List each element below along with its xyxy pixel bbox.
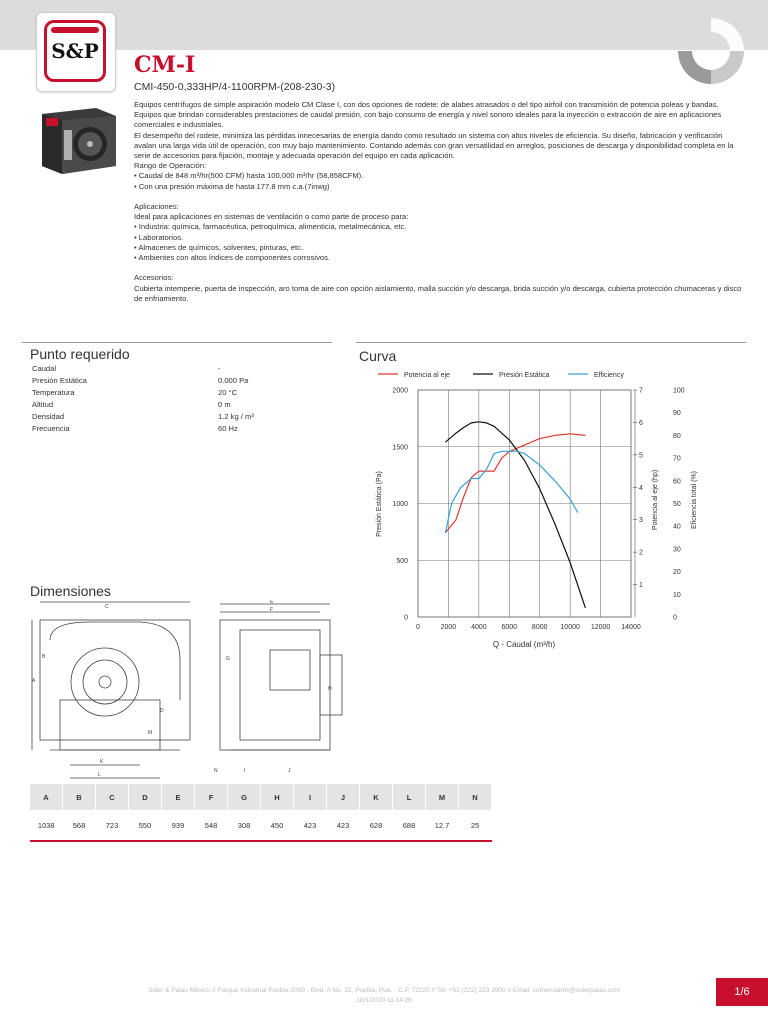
product-image: [36, 100, 122, 180]
column-header: N: [459, 784, 492, 810]
fan-curve-chart: [368, 364, 718, 659]
column-header: I: [294, 784, 327, 810]
x-tick-label: 12000: [590, 624, 611, 631]
table-cell: 450: [261, 810, 294, 841]
efficiency-tick-label: 70: [673, 455, 681, 463]
dimensions-drawing: [30, 600, 350, 780]
table-cell: 568: [63, 810, 96, 841]
accessories-text: Cubierta intemperie, puerta de inspección, aro toma de aire con opción aislamiento, malla succión y/o descarga, brida succión y/o descarga, cubierta protección chumaceras y disco de enfriamiento.: [134, 283, 742, 303]
chart-title: Curva: [359, 348, 397, 364]
dim-label-n: N: [214, 768, 218, 774]
dim-label-b: B: [42, 654, 46, 660]
row-label: Temperatura: [32, 388, 75, 397]
efficiency-tick-label: 40: [673, 523, 681, 531]
dim-label-m: M: [148, 730, 153, 736]
power-tick-label: 5: [639, 452, 643, 460]
table-cell: 688: [393, 810, 426, 841]
efficiency-tick-label: 100: [673, 387, 685, 395]
dim-label-k: K: [100, 759, 104, 765]
dimensions-table: [30, 784, 492, 842]
efficiency-tick-label: 20: [673, 569, 681, 577]
column-header: K: [360, 784, 393, 810]
efficiency-tick-label: 90: [673, 410, 681, 418]
row-value: 1.2 kg / m³: [218, 412, 254, 421]
table-cell: 939: [162, 810, 195, 841]
accessories-title: Accesorios:: [134, 273, 174, 283]
range-item: • Caudal de 848 m³/hr(500 CFM) hasta 100,000 m³/hr (58,858CFM).: [134, 171, 744, 181]
y-axis-label: Presión Estática (Pa): [376, 471, 383, 537]
table-row: [32, 376, 352, 388]
dim-label-f: F: [270, 607, 274, 613]
power-tick-label: 4: [639, 484, 643, 492]
row-label: Frecuencia: [32, 424, 70, 433]
x-tick-label: 14000: [621, 624, 641, 631]
table-cell: 1038: [30, 810, 63, 841]
column-header: L: [393, 784, 426, 810]
table-cell: 308: [228, 810, 261, 841]
x-tick-label: 10000: [560, 624, 580, 631]
dim-label-l: L: [98, 772, 101, 778]
dim-label-j: J: [288, 768, 291, 774]
row-label: Caudal: [32, 364, 57, 373]
power-tick-label: 6: [639, 419, 643, 427]
brand-logo: [36, 12, 116, 92]
x-axis-label: Q - Caudal (m³/h): [492, 640, 556, 649]
product-description: [134, 100, 744, 304]
column-header: M: [426, 784, 459, 810]
row-value: 0.000 Pa: [218, 376, 249, 385]
x-tick-label: 8000: [531, 624, 548, 631]
y-tick-label: 1500: [392, 444, 408, 452]
footer: [0, 986, 768, 1006]
table-row: [32, 412, 352, 424]
table-cell: 628: [360, 810, 393, 841]
page-number: 1/6: [716, 978, 768, 1006]
efficiency-tick-label: 10: [673, 591, 681, 599]
table-row: [30, 810, 492, 841]
efficiency-tick-label: 60: [673, 478, 681, 486]
power-tick-label: 1: [639, 582, 643, 590]
table-row: [32, 424, 352, 436]
table-cell: 423: [294, 810, 327, 841]
table-cell: 12.7: [426, 810, 459, 841]
row-label: Altitud: [32, 400, 54, 409]
divider: [22, 342, 332, 343]
footer-contact: Soler & Palau México // Parque Industrial Puebla 2000 - Blvd. A No. 15, Puebla, Pue. - C.P. 72225 // Tel: +52 (222) 223 3900 // Email: comercialmx@solerpalau.com: [148, 987, 620, 994]
punto-requerido-table: [32, 364, 352, 436]
x-tick-label: 0: [416, 624, 420, 631]
row-label: Densidad: [32, 412, 65, 421]
dim-label-h: H: [328, 686, 332, 692]
column-header: G: [228, 784, 261, 810]
dim-label-i: I: [244, 768, 246, 774]
column-header: F: [195, 784, 228, 810]
y-axis-label-power: Potencia al eje (hp): [652, 469, 659, 531]
punto-requerido-title: Punto requerido: [30, 346, 130, 362]
row-value: 20 °C: [218, 388, 238, 397]
range-title: Rango de Operación:: [134, 161, 207, 171]
power-tick-label: 2: [639, 549, 643, 557]
table-cell: 25: [459, 810, 492, 841]
brand-swirl-icon: [676, 16, 746, 86]
y-tick-label: 1000: [392, 501, 408, 508]
power-tick-label: 7: [639, 387, 643, 395]
table-header-row: [30, 784, 492, 810]
column-header: C: [96, 784, 129, 810]
column-header: D: [129, 784, 162, 810]
row-value: -: [218, 364, 221, 373]
dim-label-c: C: [105, 604, 109, 610]
table-row: [32, 400, 352, 412]
efficiency-tick-label: 30: [673, 546, 681, 554]
dim-label-a: A: [32, 678, 36, 684]
efficiency-tick-label: 0: [673, 614, 677, 622]
legend-label: Efficiency: [594, 372, 624, 379]
dim-label-d: D: [160, 708, 164, 714]
y-tick-label: 500: [396, 557, 408, 565]
column-header: B: [63, 784, 96, 810]
legend-label: Potencia al eje: [404, 372, 450, 379]
table-cell: 723: [96, 810, 129, 841]
application-item: • Laboratorios.: [134, 233, 744, 243]
table-cell: 550: [129, 810, 162, 841]
column-header: A: [30, 784, 63, 810]
applications-title: Aplicaciones:: [134, 202, 179, 212]
row-label: Presión Estática: [32, 376, 87, 385]
dimensions-title: Dimensiones: [30, 583, 111, 599]
range-item: • Con una presión máxima de hasta 177.8 mm c.a.(7inwg): [134, 182, 744, 192]
x-tick-label: 4000: [471, 624, 487, 631]
dim-label-g: G: [226, 656, 230, 662]
legend-label: Presión Estática: [499, 372, 550, 379]
y-tick-label: 2000: [392, 387, 408, 395]
efficiency-tick-label: 50: [673, 501, 681, 508]
table-cell: 423: [327, 810, 360, 841]
application-item: • Industria: química, farmacéutica, petroquímica, alimenticia, metalmecánica, etc.: [134, 222, 744, 232]
efficiency-tick-label: 80: [673, 432, 681, 440]
model-code: CMI-450-0,333HP/4-1100RPM-(208-230-3): [134, 81, 336, 93]
table-row: [32, 364, 352, 376]
logo-text: S&P: [51, 39, 99, 63]
description-paragraph-2: El desempeño del rodete, minimiza las pérdidas innecesarias de energía dando como resultado un sistema con altos niveles de eficiencia. Su diseño, fabricación y verificación avalan una larga vida útil de operación, con muy bajo mantenimiento. Contando además con gran versatilidad en arreglos, posiciones de descarga y disponibilidad completa en la serie de accesorios para fijación, montaje y adecuada operación del equipo en cada aplicación.: [134, 130, 734, 161]
application-item: • Almacenes de químicos, solventes, pinturas, etc.: [134, 243, 744, 253]
x-tick-label: 6000: [501, 624, 518, 631]
column-header: H: [261, 784, 294, 810]
row-value: 0 m: [218, 400, 231, 409]
table-row: [32, 388, 352, 400]
chart-svg: [368, 364, 718, 654]
footer-timestamp: 18/1/2020 11:14:26: [356, 997, 412, 1004]
series-line: [445, 422, 585, 608]
application-item: • Ambientes con altos índices de componentes corrosivos.: [134, 253, 744, 263]
dim-label-e: E: [270, 600, 274, 605]
power-tick-label: 3: [639, 517, 643, 525]
description-paragraph-1: Equipos centrífugos de simple aspiración modelo CM Clase I, con dos opciones de rodete: de alabes atrasados o del tipo airfoil con transmisión de potencia poleas y bandas. Equipos que brindan considerables prestaciones de caudal presión, con bajo consumo de energía y nivel sonoro ideales para la inyección o extracción de aire en aplicaciones comerciales e industriales.: [134, 100, 722, 130]
column-header: J: [327, 784, 360, 810]
column-header: E: [162, 784, 195, 810]
row-value: 60 Hz: [218, 424, 238, 433]
applications-intro: Ideal para aplicaciones en sistemas de ventilación o como parte de proceso para:: [134, 212, 409, 222]
y-tick-label: 0: [404, 614, 408, 622]
x-tick-label: 2000: [440, 624, 457, 631]
page-title: CM-I: [134, 52, 196, 78]
table-cell: 548: [195, 810, 228, 841]
y-axis-label-efficiency: Eficiencia total (%): [691, 471, 698, 529]
divider: [356, 342, 746, 343]
